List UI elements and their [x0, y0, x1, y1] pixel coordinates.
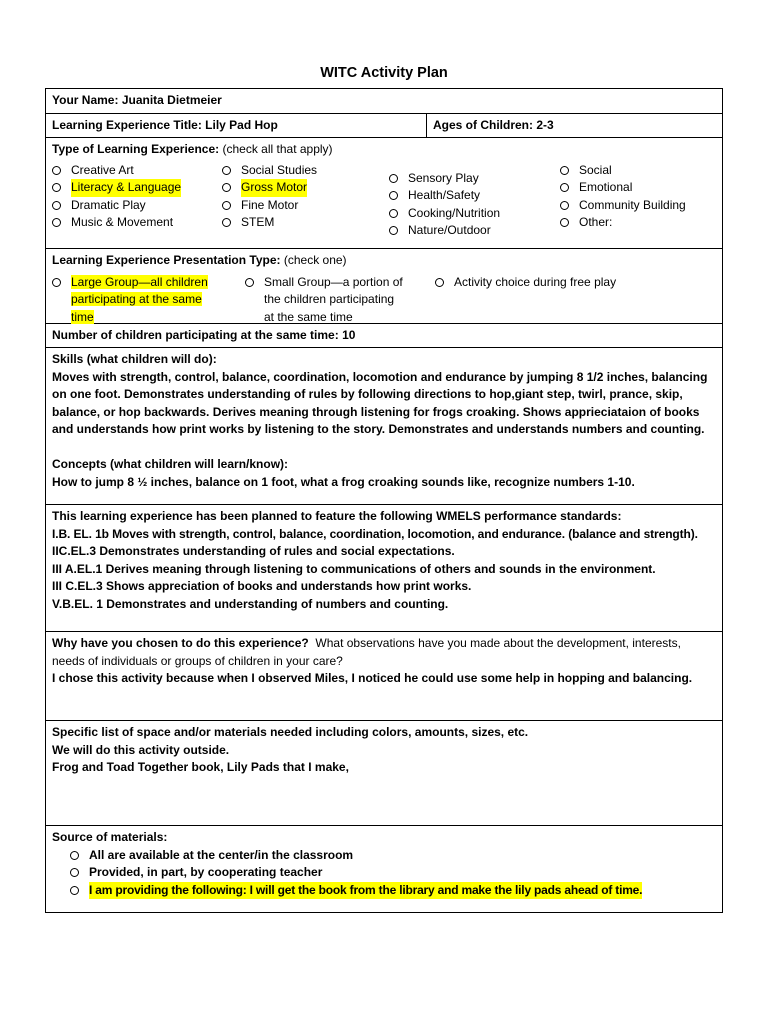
why-question-2: What observations have you made about the development, interests, — [315, 636, 681, 650]
why-question: Why have you chosen to do this experience? — [52, 636, 309, 650]
highlighted-option: I am providing the following: I will get the book from the library and make the lily pads ahead of time. — [89, 882, 642, 900]
radio-circle-icon — [560, 201, 569, 210]
radio-circle-icon — [222, 218, 231, 227]
radio-circle-icon — [389, 226, 398, 235]
type-option[interactable]: STEM — [222, 214, 389, 232]
type-option[interactable]: Sensory Play — [389, 170, 560, 188]
experience-title-label: Learning Experience Title: — [52, 118, 202, 132]
materials-line[interactable]: We will do this activity outside. — [52, 742, 230, 757]
radio-circle-icon — [52, 218, 61, 227]
participants-value[interactable]: 10 — [342, 328, 356, 342]
source-option[interactable] — [70, 882, 716, 900]
participants-row — [46, 324, 722, 348]
source-heading: Source of materials: — [52, 830, 168, 844]
type-note: (check all that apply) — [222, 142, 333, 156]
concepts-heading: Concepts (what children will learn/know): — [52, 457, 289, 471]
type-option[interactable]: Emotional — [560, 179, 686, 197]
experience-title-value[interactable]: Lily Pad Hop — [205, 118, 278, 132]
type-option[interactable] — [52, 179, 222, 197]
radio-circle-icon — [70, 868, 79, 877]
highlighted-option: Literacy & Language — [71, 179, 181, 197]
activity-plan-form — [45, 88, 723, 913]
ages-label: Ages of Children: — [433, 118, 534, 132]
why-answer[interactable]: I chose this activity because when I observed Miles, I noticed he could use some help in hopping and balancing. — [52, 671, 693, 685]
type-option[interactable] — [222, 179, 389, 197]
presentation-option-large-group[interactable]: Large Group—all children participating at the same time — [52, 274, 245, 327]
highlighted-option: Gross Motor — [241, 179, 307, 197]
presentation-option-free-play[interactable]: Activity choice during free play — [435, 274, 616, 327]
source-option[interactable]: All are available at the center/in the classroom — [70, 847, 716, 865]
skills-line: on one foot. Demonstrates understanding of rules by following directions to hop,giant step, twirl, prance, skip, — [52, 387, 683, 401]
type-option[interactable]: Cooking/Nutrition — [389, 205, 560, 223]
radio-circle-icon — [70, 851, 79, 860]
type-options — [52, 162, 716, 240]
standard-line: IIC.EL.3 Demonstrates understanding of rules and social expectations. — [52, 544, 455, 558]
presentation-heading: Learning Experience Presentation Type: — [52, 253, 281, 267]
radio-circle-icon — [389, 191, 398, 200]
participants-label: Number of children participating at the same time: — [52, 328, 339, 342]
radio-circle-icon — [560, 183, 569, 192]
ages-cell — [427, 114, 560, 137]
radio-circle-icon — [222, 166, 231, 175]
type-option[interactable]: Creative Art — [52, 162, 222, 180]
type-col-4 — [560, 162, 686, 240]
name-row — [46, 89, 722, 114]
page-title: WITC Activity Plan — [320, 65, 448, 81]
type-option[interactable]: Music & Movement — [52, 214, 222, 232]
presentation-option-small-group[interactable]: Small Group—a portion of the children participating at the same time — [245, 274, 435, 327]
radio-circle-icon — [70, 886, 79, 895]
radio-circle-icon — [52, 278, 61, 287]
type-option[interactable]: Community Building — [560, 197, 686, 215]
type-option[interactable]: Social Studies — [222, 162, 389, 180]
type-heading: Type of Learning Experience: — [52, 142, 220, 156]
standard-line: III A.EL.1 Derives meaning through listening to communications of others and sounds in the environment. — [52, 561, 656, 576]
title-ages-row — [46, 114, 722, 138]
presentation-section — [46, 249, 722, 324]
radio-circle-icon — [222, 183, 231, 192]
standards-section — [46, 505, 722, 632]
skills-line: and understands how print works by listening to the story. Demonstrates and understands numbers and counting. — [52, 422, 705, 436]
radio-circle-icon — [52, 183, 61, 192]
materials-heading: Specific list of space and/or materials needed including colors, amounts, sizes, etc. — [52, 725, 529, 739]
type-section — [46, 138, 722, 249]
type-option[interactable]: Other: — [560, 214, 686, 232]
skills-heading: Skills (what children will do): — [52, 352, 217, 366]
skills-line: Moves with strength, control, balance, coordination, locomotion and endurance by jumping 8 1/2 inches, balancing — [52, 369, 708, 384]
experience-title-cell — [46, 114, 427, 137]
materials-section — [46, 721, 722, 826]
standard-line: V.B.EL. 1 Demonstrates and understanding of numbers and counting. — [52, 596, 449, 611]
why-question-3: needs of individuals or groups of children in your care? — [52, 653, 343, 668]
type-col-3 — [389, 162, 560, 240]
type-option[interactable]: Fine Motor — [222, 197, 389, 215]
type-option[interactable]: Social — [560, 162, 686, 180]
ages-value[interactable]: 2-3 — [536, 118, 554, 132]
radio-circle-icon — [435, 278, 444, 287]
name-value[interactable]: Juanita Dietmeier — [121, 93, 222, 107]
radio-circle-icon — [389, 174, 398, 183]
radio-circle-icon — [222, 201, 231, 210]
materials-line[interactable]: Frog and Toad Together book, Lily Pads that I make, — [52, 760, 349, 774]
radio-circle-icon — [52, 166, 61, 175]
standards-heading: This learning experience has been planned to feature the following WMELS performance standards: — [52, 509, 622, 523]
type-col-2 — [222, 162, 389, 240]
radio-circle-icon — [389, 209, 398, 218]
presentation-options — [52, 274, 716, 327]
radio-circle-icon — [560, 218, 569, 227]
why-section — [46, 632, 722, 721]
name-label: Your Name: — [52, 93, 119, 107]
skills-section — [46, 348, 722, 505]
radio-circle-icon — [52, 201, 61, 210]
concepts-line: How to jump 8 ½ inches, balance on 1 foot, what a frog croaking sounds like, recognize numbers 1-10. — [52, 474, 635, 489]
type-option[interactable]: Dramatic Play — [52, 197, 222, 215]
type-option[interactable]: Health/Safety — [389, 187, 560, 205]
radio-circle-icon — [245, 278, 254, 287]
source-option[interactable]: Provided, in part, by cooperating teacher — [70, 864, 716, 882]
standard-line: III C.EL.3 Shows appreciation of books and understands how print works. — [52, 579, 472, 593]
standard-line: I.B. EL. 1b Moves with strength, control, balance, coordination, locomotion, and endurance. (balance and strength). — [52, 526, 698, 541]
source-section — [46, 826, 722, 912]
type-option[interactable]: Nature/Outdoor — [389, 222, 560, 240]
presentation-note: (check one) — [283, 253, 347, 267]
type-col-1 — [52, 162, 222, 240]
radio-circle-icon — [560, 166, 569, 175]
skills-line: balance, or hop backwards. Derives meaning through listening for frogs croaking. Shows apprieciataion of books — [52, 404, 700, 419]
